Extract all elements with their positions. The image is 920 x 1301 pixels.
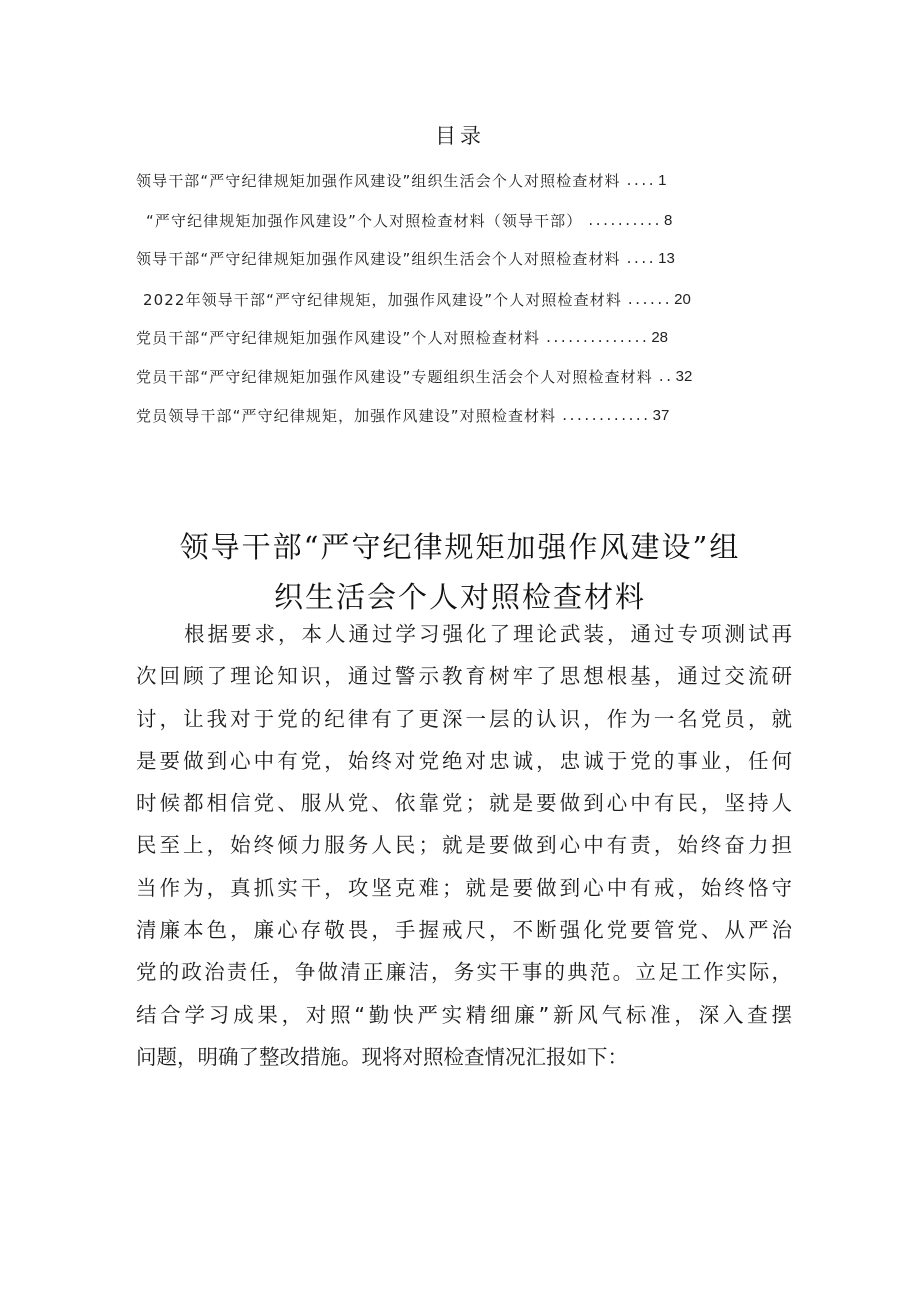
body-line: 次回顾了理论知识，通过警示教育树牢了思想根基，通过交流研 bbox=[136, 664, 792, 689]
toc-entry-5[interactable] bbox=[136, 322, 668, 352]
toc-page-number: 1 bbox=[658, 171, 667, 189]
body-line: 根据要求，本人通过学习强化了理论武装，通过专项测试再 bbox=[184, 622, 792, 646]
toc-title: 目录 bbox=[435, 124, 485, 148]
body-line: 讨，让我对于党的纪律有了更深一层的认识，作为一名党员，就 bbox=[136, 706, 792, 731]
toc-leader-dots: .............. bbox=[546, 328, 650, 346]
toc-entry-4[interactable] bbox=[143, 284, 691, 314]
toc-entry-text: 党员干部“严守纪律规矩加强作风建设”专题组织生活会个人对照检查材料 bbox=[136, 367, 653, 386]
document-title-line: 织生活会个人对照检查材料 bbox=[273, 580, 646, 614]
toc-entry-text: 党员干部“严守纪律规矩加强作风建设”个人对照检查材料 bbox=[136, 328, 541, 347]
toc-entry-3[interactable] bbox=[136, 243, 675, 273]
toc-entry-7[interactable] bbox=[136, 400, 669, 430]
body-line: 问题，明确了整改措施。现将对照检查情况汇报如下： bbox=[136, 1044, 628, 1069]
toc-page-number: 28 bbox=[651, 328, 668, 346]
toc-page-number: 13 bbox=[658, 249, 675, 267]
body-line: 结合学习成果，对照“勤快严实精细廉”新风气标准，深入查摆 bbox=[136, 1002, 792, 1027]
body-line: 民至上，始终倾力服务人民；就是要做到心中有责，始终奋力担 bbox=[136, 833, 792, 858]
document-title-line: 领导干部“严守纪律规矩加强作风建设”组 bbox=[179, 530, 741, 564]
body-line: 清廉本色，廉心存敬畏，手握戒尺，不断强化党要管党、从严治 bbox=[136, 918, 792, 943]
body-line: 当作为，真抓实干，攻坚克难；就是要做到心中有戒，始终恪守 bbox=[136, 875, 792, 900]
toc-entry-text: 党员领导干部“严守纪律规矩，加强作风建设”对照检查材料 bbox=[136, 406, 557, 425]
body-line: 时候都相信党、服从党、依靠党；就是要做到心中有民，坚持人 bbox=[136, 791, 792, 816]
toc-page-number: 32 bbox=[675, 367, 693, 385]
toc-page-number: 20 bbox=[674, 290, 691, 308]
toc-entry-1[interactable] bbox=[136, 165, 666, 195]
toc-page-number: 8 bbox=[664, 211, 673, 229]
toc-entry-text: 领导干部“严守纪律规矩加强作风建设”组织生活会个人对照检查材料 bbox=[136, 171, 621, 190]
toc-entry-text: 领导干部“严守纪律规矩加强作风建设”组织生活会个人对照检查材料 bbox=[136, 249, 621, 268]
toc-leader-dots: .......... bbox=[588, 211, 663, 229]
toc-leader-dots: .... bbox=[626, 171, 657, 189]
toc-entry-6[interactable] bbox=[136, 361, 692, 391]
toc-page-number: 37 bbox=[652, 406, 670, 424]
document-title bbox=[0, 522, 920, 622]
body-line: 党的政治责任，争做清正廉洁，务实干事的典范。立足工作实际， bbox=[136, 960, 792, 985]
toc-entry-text: 2022年领导干部“严守纪律规矩，加强作风建设”个人对照检查材料 bbox=[143, 290, 622, 309]
toc-leader-dots: ...... bbox=[627, 290, 673, 308]
body-line: 是要做到心中有党，始终对党绝对忠诚，忠诚于党的事业，任何 bbox=[136, 748, 792, 773]
toc-leader-dots: .. bbox=[658, 367, 674, 385]
toc-entry-2[interactable] bbox=[146, 205, 672, 235]
toc-leader-dots: ............ bbox=[562, 406, 651, 424]
body-paragraph bbox=[136, 613, 792, 1078]
toc-entry-text: “严守纪律规矩加强作风建设”个人对照检查材料（领导干部） bbox=[146, 211, 583, 230]
toc-leader-dots: .... bbox=[626, 249, 657, 267]
